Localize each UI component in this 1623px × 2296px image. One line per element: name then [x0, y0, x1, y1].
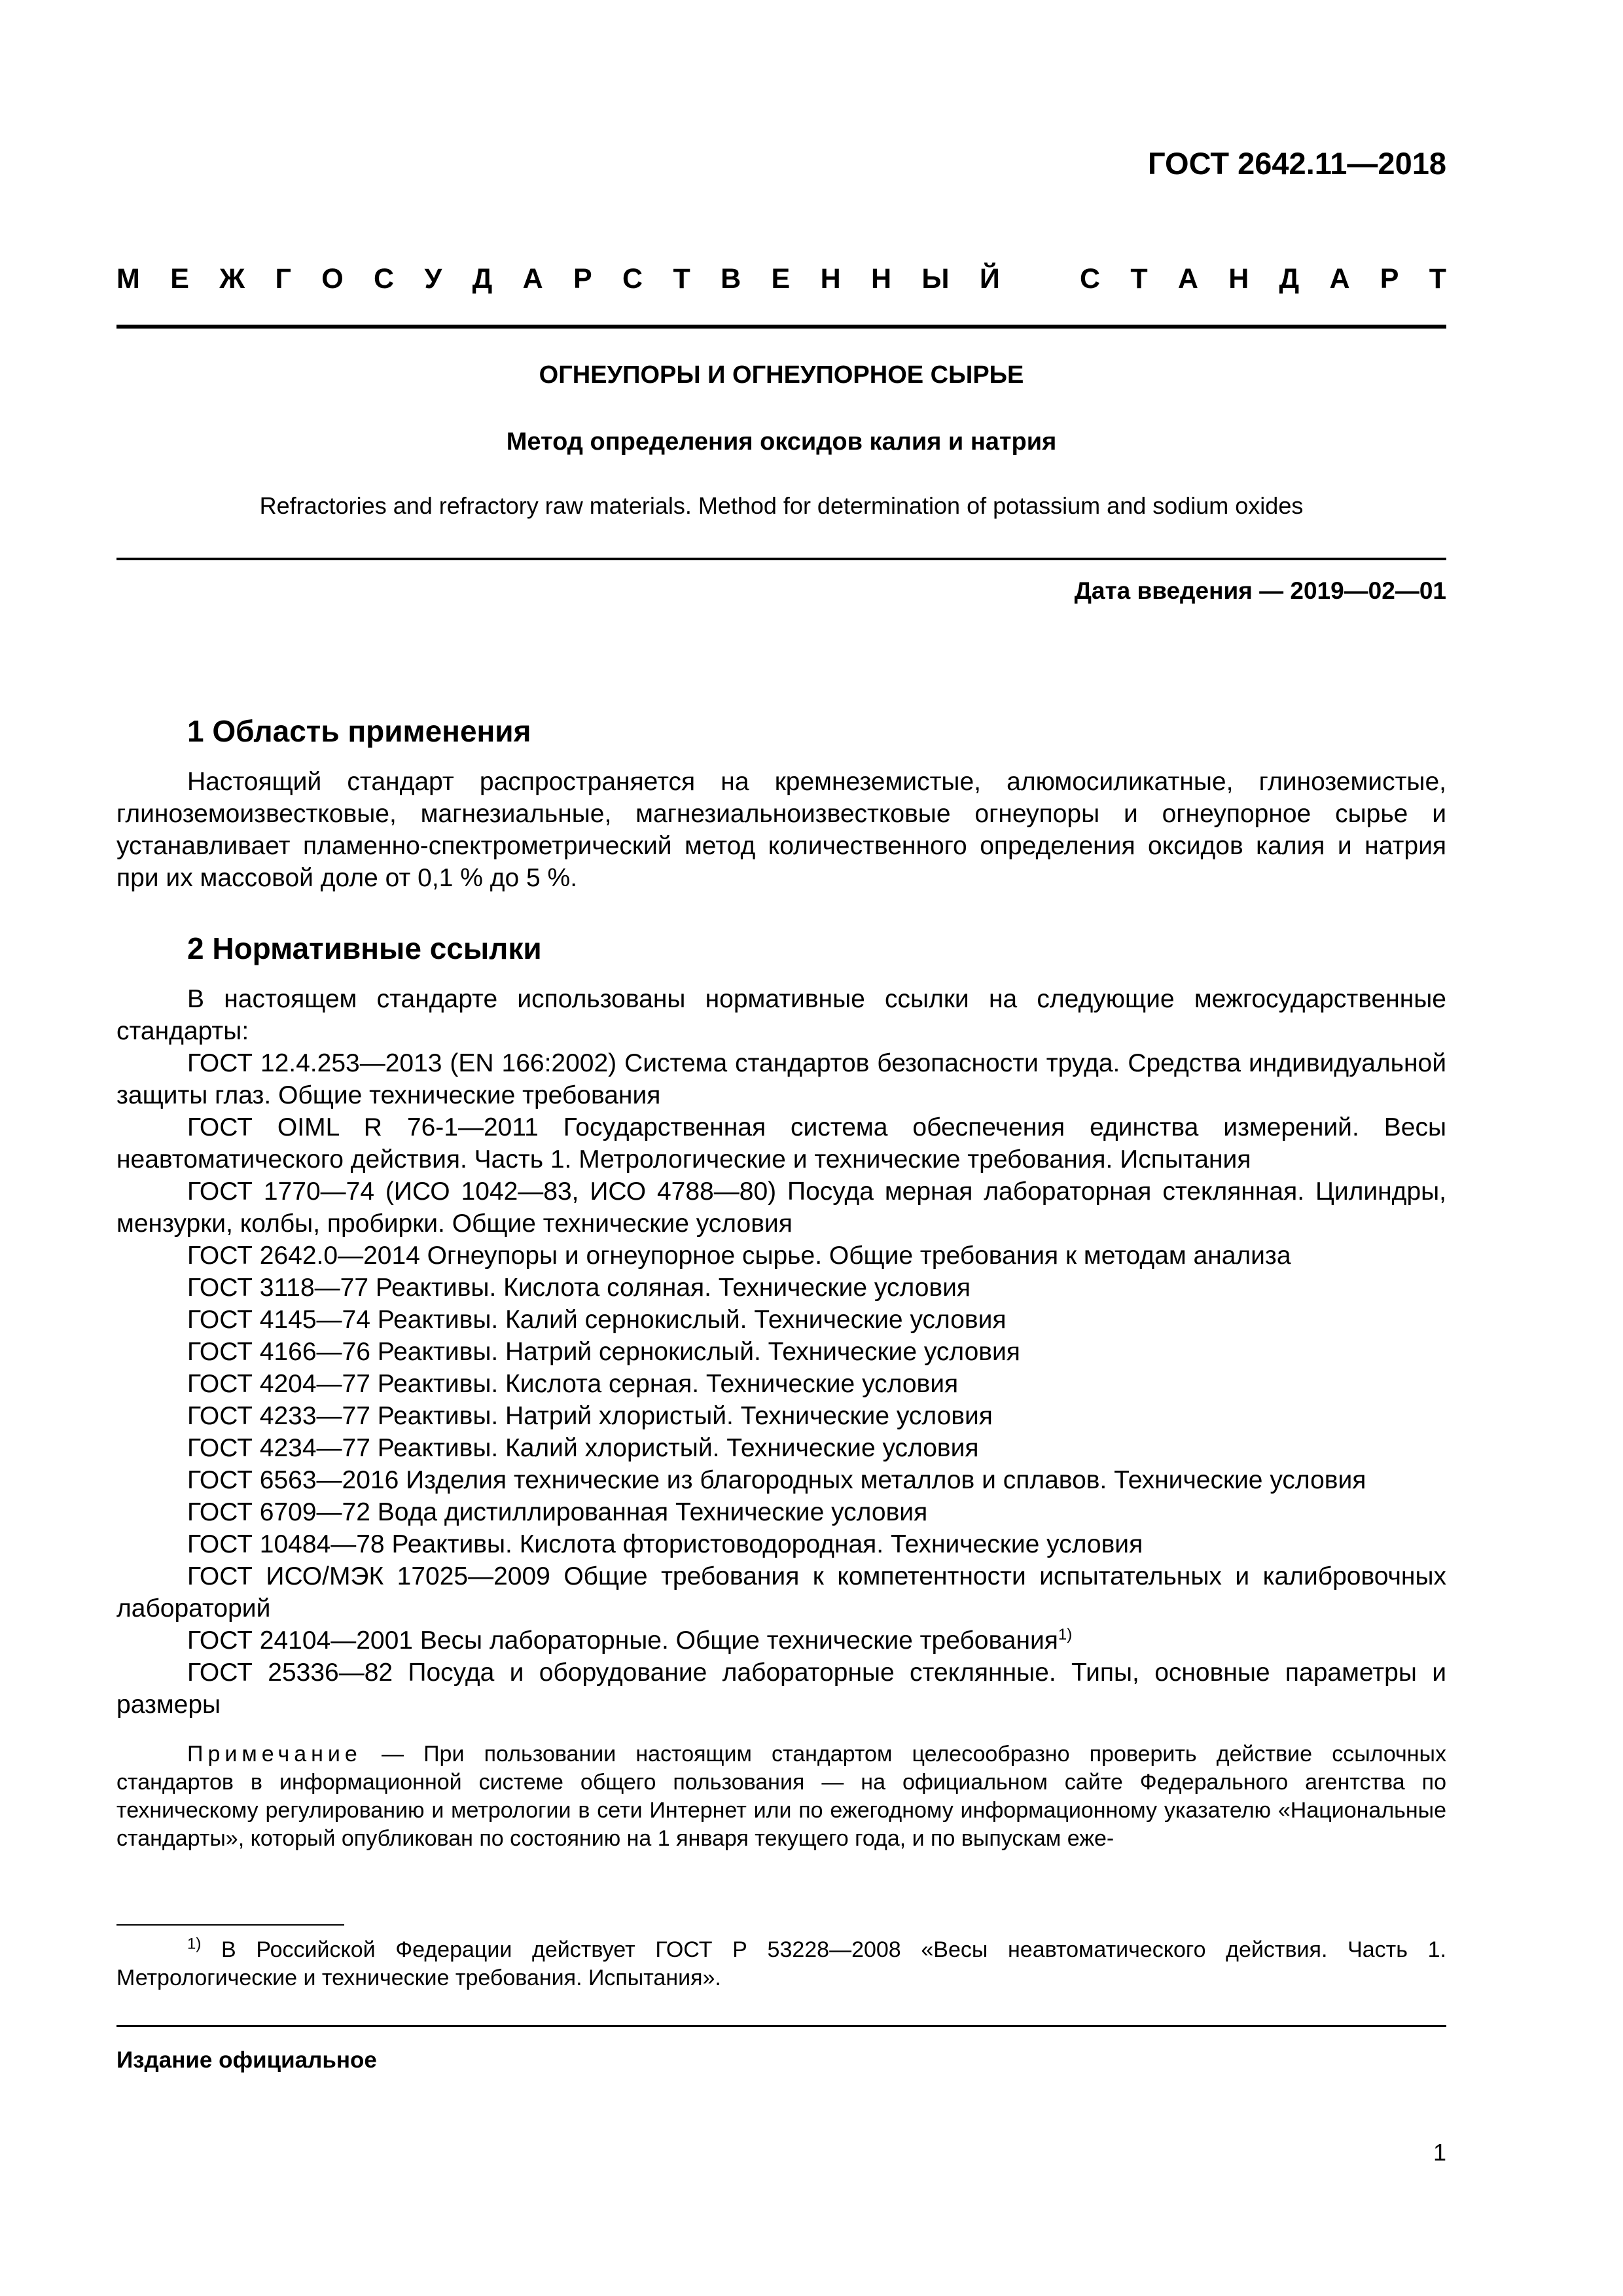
footnote-divider	[116, 1924, 344, 1926]
footnote	[116, 1936, 1446, 1992]
note-text: — При пользовании настоящим стандартом целесообразно проверить действие ссылочных стандартов в информационной системе общего пользования — на официальном сайте Федерального агентства по техническому регулированию и метрологии в сети Интернет или по ежегодному информационному указателю «Национальные стандарты», который опубликован по состоянию на 1 января текущего года, и по выпускам еже-	[116, 1742, 1446, 1851]
standard-type-word-standard	[1080, 263, 1446, 295]
standard-type-letter: Е	[771, 263, 791, 295]
reference-text: ГОСТ 24104—2001 Весы лабораторные. Общие технические требования	[187, 1626, 1058, 1655]
standard-type-letter: С	[374, 263, 395, 295]
header-divider-thick	[116, 325, 1446, 329]
normative-references-list	[116, 1047, 1446, 1624]
standard-type-letter: А	[1329, 263, 1350, 295]
standard-type-word-interstate	[116, 263, 1000, 295]
section-1-heading: 1 Область применения	[187, 714, 531, 748]
standard-type-letter: Т	[1130, 263, 1148, 295]
footnote-text: В Российской Федерации действует ГОСТ Р 53228—2008 «Весы неавтоматического действия. Часть 1. Метрологические и технические требования. Испытания».	[116, 1937, 1446, 1990]
note-paragraph	[116, 1740, 1446, 1853]
reference-item: ГОСТ 10484—78 Реактивы. Кислота фтористоводородная. Технические условия	[187, 1530, 1143, 1558]
standard-type-letter: Т	[1429, 263, 1446, 295]
document-subtitle: Метод определения оксидов калия и натрия	[506, 428, 1057, 456]
standard-type-letter: Д	[472, 263, 493, 295]
reference-item: ГОСТ 3118—77 Реактивы. Кислота соляная. Технические условия	[187, 1274, 971, 1302]
standard-type-letter: С	[622, 263, 643, 295]
standard-type-letter: А	[522, 263, 543, 295]
section-2-heading: 2 Нормативные ссылки	[187, 931, 542, 965]
reference-item: ГОСТ OIML R 76-1—2011 Государственная система обеспечения единства измерений. Весы неавтоматического действия. Часть 1. Метрологические и технические требования. Испытания	[116, 1113, 1446, 1174]
document-number: ГОСТ 2642.11—2018	[1148, 146, 1446, 181]
standard-type-letter: Ж	[219, 263, 245, 295]
reference-item: ГОСТ 4204—77 Реактивы. Кислота серная. Технические условия	[187, 1370, 959, 1398]
reference-item: ГОСТ 12.4.253—2013 (EN 166:2002) Система стандартов безопасности труда. Средства индивидуальной защиты глаз. Общие технические требования	[116, 1049, 1446, 1109]
standard-type-letter: Т	[673, 263, 690, 295]
footnote-marker: 1)	[187, 1935, 202, 1953]
standard-type-letter: В	[721, 263, 741, 295]
standard-type-banner	[116, 263, 1446, 295]
standard-type-letter: Р	[1380, 263, 1399, 295]
standard-type-letter: Д	[1279, 263, 1300, 295]
reference-item: ГОСТ 4166—76 Реактивы. Натрий сернокислый. Технические условия	[187, 1338, 1020, 1366]
standard-type-letter: Е	[170, 263, 189, 295]
reference-item: ГОСТ 4145—74 Реактивы. Калий сернокислый. Технические условия	[187, 1306, 1007, 1334]
reference-item: ГОСТ ИСО/МЭК 17025—2009 Общие требования к компетентности испытательных и калибровочных лабораторий	[116, 1562, 1446, 1623]
introduction-date: Дата введения — 2019—02—01	[1074, 577, 1446, 604]
standard-type-letter: М	[116, 263, 140, 295]
standard-type-letter: Н	[870, 263, 892, 295]
reference-item: ГОСТ 4233—77 Реактивы. Натрий хлористый. Технические условия	[187, 1402, 993, 1430]
standard-type-letter: У	[424, 263, 442, 295]
page-number: 1	[1433, 2139, 1446, 2166]
reference-item: ГОСТ 6709—72 Вода дистиллированная Технические условия	[187, 1498, 928, 1526]
document-title: ОГНЕУПОРЫ И ОГНЕУПОРНОЕ СЫРЬЕ	[539, 361, 1024, 389]
document-title-english: Refractories and refractory raw materials. Method for determination of potassium and sodium oxides	[259, 492, 1304, 519]
standard-type-letter: Ы	[921, 263, 950, 295]
edition-label: Издание официальное	[116, 2047, 377, 2073]
standard-type-letter: Н	[820, 263, 841, 295]
standard-type-letter: Й	[979, 263, 1000, 295]
reference-item: ГОСТ 6563—2016 Изделия технические из благородных металлов и сплавов. Технические условия	[187, 1466, 1366, 1494]
title-divider	[116, 558, 1446, 560]
reference-item	[116, 1624, 1446, 1657]
standard-type-letter: Н	[1228, 263, 1249, 295]
section-1-text: Настоящий стандарт распространяется на кремнеземистые, алюмосиликатные, глиноземистые, глиноземоизвестковые, магнезиальные, магнезиальноизвестковые огнеупоры и огнеупорное сырье и устанавливает пламенно-спектрометрический метод количественного определения оксидов калия и натрия при их массовой доле от 0,1 % до 5 %.	[116, 768, 1446, 892]
document-page	[116, 0, 1446, 2296]
standard-type-letter: О	[321, 263, 344, 295]
standard-type-letter: А	[1177, 263, 1198, 295]
footnote-marker: 1)	[1058, 1626, 1073, 1643]
standard-type-letter: С	[1080, 263, 1101, 295]
reference-item: ГОСТ 1770—74 (ИСО 1042—83, ИСО 4788—80) Посуда мерная лабораторная стеклянная. Цилиндры, мензурки, колбы, пробирки. Общие технические условия	[116, 1177, 1446, 1238]
section-2-intro: В настоящем стандарте использованы нормативные ссылки на следующие межгосударственные стандарты:	[116, 985, 1446, 1045]
standard-type-letter: Г	[275, 263, 291, 295]
note-label: Примечание	[187, 1742, 362, 1767]
reference-item: ГОСТ 25336—82 Посуда и оборудование лабораторные стеклянные. Типы, основные параметры и размеры	[116, 1659, 1446, 1719]
document-body	[116, 712, 1446, 1853]
footer-divider	[116, 2025, 1446, 2027]
reference-item: ГОСТ 4234—77 Реактивы. Калий хлористый. Технические условия	[187, 1434, 979, 1462]
reference-item: ГОСТ 2642.0—2014 Огнеупоры и огнеупорное сырье. Общие требования к методам анализа	[187, 1242, 1291, 1270]
standard-type-letter: Р	[573, 263, 592, 295]
